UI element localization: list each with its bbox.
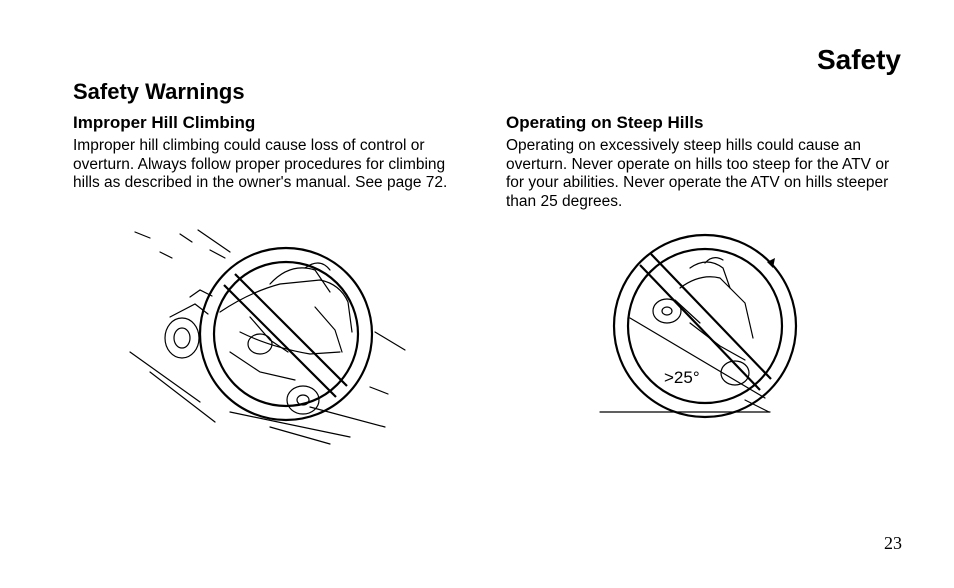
section-title: Safety Warnings (73, 79, 245, 104)
prohibition-sign-icon (200, 248, 372, 420)
paragraph-steep-hills: Operating on excessively steep hills could cause an overturn. Never operate on hills too steep for the ATV or for your abilities. Never operate the ATV on hills steeper than 25 degrees. (506, 137, 890, 210)
atv-hill-climb-illustration (120, 222, 410, 452)
heading-steep-hills: Operating on Steep Hills (506, 113, 704, 132)
atv-steep-slope-illustration (595, 228, 775, 418)
page-number: 23 (884, 533, 902, 553)
chapter-title: Safety (816, 44, 901, 75)
slope-angle-label: >25° (664, 368, 700, 387)
heading-improper-hill-climbing: Improper Hill Climbing (73, 113, 256, 132)
paragraph-improper-hill-climbing: Improper hill climbing could cause loss of control or overturn. Always follow proper procedures for climbing hills as described in the owner's manual. See page 72. (73, 137, 448, 191)
